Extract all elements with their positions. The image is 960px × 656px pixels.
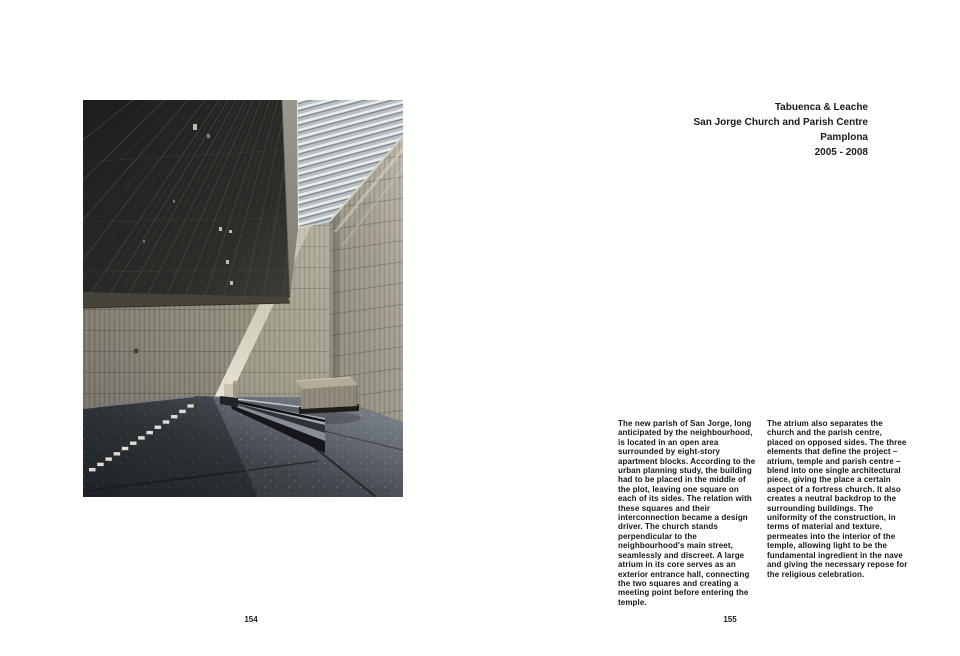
photo-svg	[83, 100, 403, 497]
stone-bench	[296, 377, 359, 414]
wall-hole	[134, 349, 139, 354]
project-years: 2005 - 2008	[814, 147, 868, 158]
architects-name: Tabuenca & Leache	[774, 102, 868, 113]
slatted-canopy-ceiling	[83, 100, 304, 305]
project-location: Pamplona	[820, 132, 868, 143]
body-column-1: The new parish of San Jorge, long anticipated by the neighbourhood, is located in an open area surrounded by eight-story apartment blocks. According to the urban planning study, the building had to be placed in the middle of the plot, leaving one square on each of its sides. The relation with these squares and their interconnection became a design driver. The church stands perpendicular to the neighbourhood's main street, seamlessly and discreet. A large atrium in its core serves as an exterior entrance hall, connecting the two squares and creating a meeting point before entering the temple.	[618, 419, 756, 607]
project-title: San Jorge Church and Parish Centre	[693, 117, 868, 128]
left-page-number: 154	[244, 615, 258, 624]
architecture-photo	[83, 100, 403, 497]
right-page-number: 155	[723, 615, 737, 624]
project-header	[548, 100, 868, 160]
body-column-2: The atrium also separates the church and the parish centre, placed on opposed sides. The three elements that define the project – atrium, temple and parish centre – blend into one single architectural piece, giving the place a certain aspect of a fortress church. It also creates a neutral backdrop to the surrounding buildings. The uniformity of the construction, in terms of material and texture, permeates into the interior of the temple, allowing light to be the fundamental ingredient in the nave and giving the necessary repose for the religious celebration.	[767, 419, 908, 579]
